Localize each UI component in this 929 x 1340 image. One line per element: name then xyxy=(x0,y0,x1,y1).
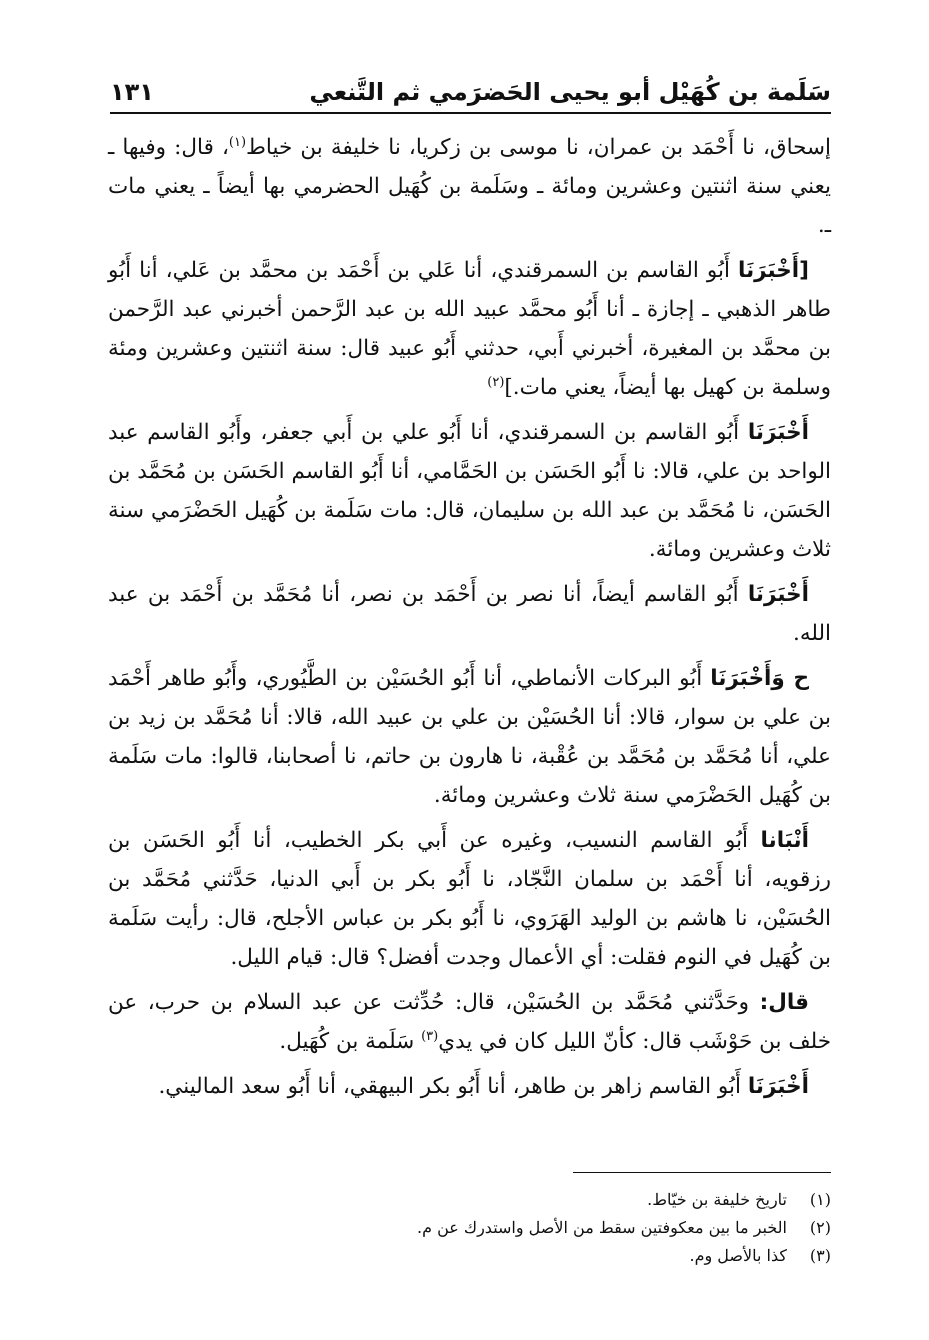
paragraph xyxy=(108,659,831,815)
paragraph-lead: أَخْبَرَنَا xyxy=(747,420,809,445)
footnote-text: كذا بالأصل وم. xyxy=(689,1246,787,1265)
footnote-item xyxy=(108,1242,831,1270)
paragraph-text: أَبُو القاسم النسيب، وغيره عن أَبي بكر الخطيب، أنا أَبُو الحَسَن بن رزقويه، أنا أَحْمَد بن سلمان النَّجّاد، نا أَبُو بكر بن أَبي الدنيا، حَدَّثني مُحَمَّد بن الحُسَيْن، نا هاشم بن الوليد الهَرَوي، نا أَبُو بكر بن عباس الأجلح، قال: رأيت سَلَمة بن كُهَيل في النوم فقلت: أي الأعمال وجدت أفضل؟ قال: قيام الليل. xyxy=(108,828,831,970)
paragraph xyxy=(108,983,831,1061)
paragraph xyxy=(108,1067,831,1106)
paragraph-lead: [أَخْبَرَنَا xyxy=(738,258,809,283)
footnotes xyxy=(108,1186,831,1270)
paragraph-text-after: ، قال: وفيها ـ يعني سنة اثنتين وعشرين ومائة ـ وسَلَمة بن كُهَيل الحضرمي بها أيضاً ـ يعني مات ـ. xyxy=(108,135,831,238)
header-title: سَلَمة بن كُهَيْل أبو يحيى الحَضرَمي ثم التَّنعي xyxy=(309,78,831,106)
paragraph-lead: قال: xyxy=(759,990,809,1015)
page-number: ١٣١ xyxy=(110,78,154,106)
paragraph-text: أَبُو القاسم بن السمرقندي، أنا أَبُو علي بن أَبي جعفر، وأَبُو القاسم عبد الواحد بن علي، قالا: نا أَبُو الحَسَن بن الحَمَّامي، أنا أَبُو القاسم الحَسَن بن مُحَمَّد بن الحَسَن، نا مُحَمَّد بن عبد الله بن سليمان، قال: مات سَلَمة بن كُهَيل الحَضْرَمي سنة ثلاث وعشرين ومائة. xyxy=(108,420,831,562)
body-text xyxy=(108,128,831,1112)
paragraph xyxy=(108,413,831,569)
paragraph-text: أَبُو القاسم زاهر بن طاهر، أنا أَبُو بكر البيهقي، أنا أَبُو سعد الماليني. xyxy=(158,1074,748,1099)
paragraph xyxy=(108,128,831,245)
footnote-text: تاريخ خليفة بن خيّاط. xyxy=(647,1190,787,1209)
paragraph-text: أَبُو القاسم بن السمرقندي، أنا عَلي بن أَحْمَد بن محمَّد بن عَلي، أنا أَبُو طاهر الذهبي ـ إجازة ـ أنا أَبُو محمَّد عبيد الله بن عبد الرَّحمن أخبرني عبد الرَّحمن بن محمَّد بن المغيرة، أخبرني أَبي، حدثني أَبُو عبيد قال: سنة اثنتين وعشرين ومئة وسلمة بن كهيل بها أيضاً، يعني مات.] xyxy=(108,258,831,400)
paragraph-lead: ح وَأَخْبَرَنَا xyxy=(710,666,809,691)
footnote-item xyxy=(108,1186,831,1214)
footnote-ref: (٣) xyxy=(421,1028,439,1044)
paragraph-lead: أَخْبَرَنَا xyxy=(747,582,809,607)
paragraph xyxy=(108,821,831,977)
footnote-item xyxy=(108,1214,831,1242)
footnote-number: (٢) xyxy=(809,1218,831,1237)
paragraph xyxy=(108,251,831,407)
paragraph-text: أَبُو القاسم أيضاً، أنا نصر بن أَحْمَد بن نصر، أنا مُحَمَّد بن أَحْمَد بن عبد الله. xyxy=(108,582,831,646)
footnote-ref: (٢) xyxy=(487,374,505,390)
paragraph-text-after: سَلَمة بن كُهَيل. xyxy=(279,1029,422,1054)
footnote-number: (١) xyxy=(809,1190,831,1209)
running-header xyxy=(110,62,831,114)
paragraph-text: وحَدَّثني مُحَمَّد بن الحُسَيْن، قال: حُدِّثت عن عبد السلام بن حرب، عن خلف بن حَوْشَب قال: كأنّ الليل كان في يدي xyxy=(108,990,831,1054)
paragraph-lead: أَخْبَرَنَا xyxy=(747,1074,809,1099)
footnote-divider xyxy=(573,1172,831,1173)
paragraph-text: أَبُو البركات الأنماطي، أنا أَبُو الحُسَيْن بن الطَّيُوري، وأَبُو طاهر أَحْمَد بن علي بن سوار، قالا: أنا الحُسَيْن بن علي بن عبيد الله، قالا: أنا مُحَمَّد بن زيد بن علي، أنا مُحَمَّد بن مُحَمَّد بن عُقْبة، نا هارون بن حاتم، نا أصحابنا، قالوا: مات سَلَمة بن كُهَيل الحَضْرَمي سنة ثلاث وعشرين ومائة. xyxy=(108,666,831,808)
paragraph-text: إسحاق، نا أَحْمَد بن عمران، نا موسى بن زكريا، نا خليفة بن خياط xyxy=(246,135,832,160)
footnote-ref: (١) xyxy=(228,134,247,150)
paragraph xyxy=(108,575,831,653)
footnote-text: الخبر ما بين معكوفتين سقط من الأصل واستدرك عن م. xyxy=(416,1218,787,1237)
paragraph-lead: أَنْبَانا xyxy=(760,828,809,853)
footnote-number: (٣) xyxy=(809,1246,831,1265)
